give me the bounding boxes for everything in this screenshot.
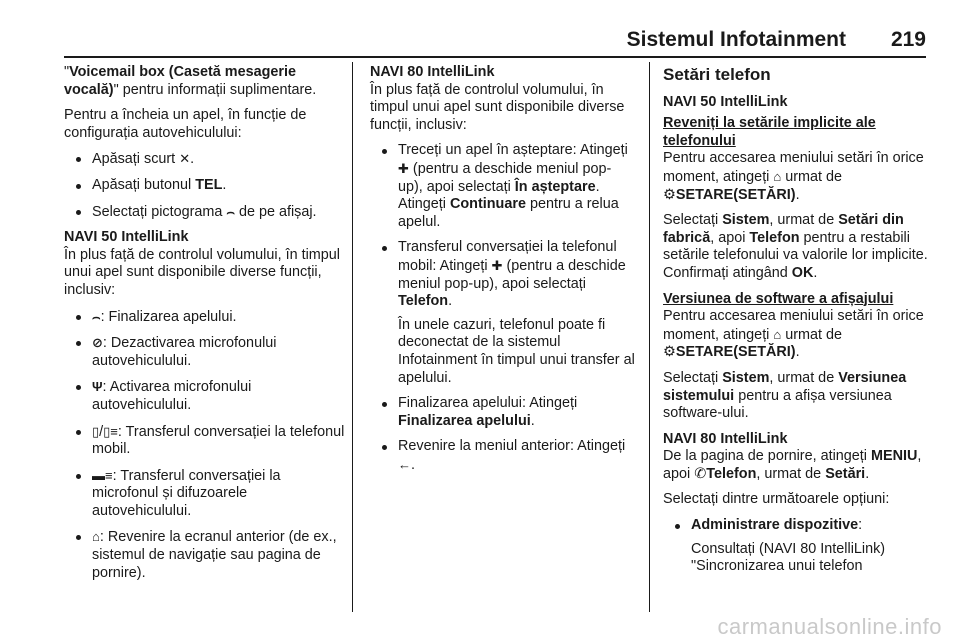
plus-icon: ✚	[398, 160, 409, 176]
section-heading-navi80: NAVI 80 IntelliLink	[370, 64, 495, 80]
column-divider-2	[649, 62, 650, 612]
handset-icon: ✆	[694, 465, 707, 482]
end-call-list	[64, 150, 348, 221]
header-rule	[64, 56, 926, 58]
section-heading-navi50: NAVI 50 IntelliLink	[663, 93, 788, 110]
section-heading-navi80: NAVI 80 IntelliLink	[663, 430, 788, 447]
page-title: Sistemul Infotainment	[626, 28, 846, 51]
paragraph-navi50: În plus față de controlul volumului, în timpul unui apel sunt disponibile diverse funcții, inclusiv:	[64, 246, 340, 298]
hang-up-icon: ⌢	[226, 203, 235, 219]
page-header	[60, 24, 926, 56]
column-3	[663, 64, 929, 584]
navi80-options-list	[663, 517, 929, 576]
page-number: 219	[890, 28, 926, 51]
navi80-functions-list	[370, 142, 636, 474]
back-arrow-icon: ←	[398, 456, 411, 472]
plus-icon: ✚	[491, 257, 503, 273]
list-item: Transferul conversației la telefonul mobil: Atingeți ✚ (pentru a deschide meniul pop-up), apoi selectați Telefon. În unele cazuri, telefonul poate fi deconectat de la sistemul Infotainment în timpul unui transfer al apelului.	[370, 239, 636, 387]
mic-off-icon: ⊘	[92, 335, 103, 351]
paragraph-navi80-menu: De la pagina de pornire, atingeți MENIU, apoi ✆Telefon, urmat de Setări.	[663, 448, 922, 482]
car-speaker-icon: ▬≡	[92, 467, 113, 483]
column-1	[64, 64, 348, 590]
home-icon: ⌂	[773, 168, 782, 184]
subheading-software-version: Versiunea de software a afișajului	[663, 290, 894, 307]
section-title-phone-settings: Setări telefon	[663, 65, 771, 84]
list-item: Selectați pictograma ⌢ de pe afișaj.	[64, 203, 348, 222]
phone-hook-icon: ✕	[179, 151, 191, 167]
note-transfer: În unele cazuri, telefonul poate fi deconectat de la sistemul Infotainment în timpul unui transfer al apelului.	[398, 316, 635, 386]
list-item: ⌢: Finalizarea apelului.	[64, 308, 348, 327]
section-heading-navi50: NAVI 50 IntelliLink	[64, 229, 189, 246]
phone-speaker-icon: ▯≡	[103, 423, 118, 439]
list-item: Apăsați butonul TEL.	[64, 177, 348, 195]
list-item: Apăsați scurt ✕.	[64, 150, 348, 169]
list-item: Finalizarea apelului: Atingeți Finalizarea apelului.	[370, 395, 636, 430]
gear-icon: ⚙	[663, 186, 676, 203]
paragraph-options: Selectați dintre următoarele opțiuni:	[663, 491, 890, 508]
home-icon: ⌂	[92, 529, 100, 545]
column-2	[370, 64, 636, 482]
paragraph-system-version: Selectați Sistem, urmat de Versiunea sistemului pentru a afișa versiunea software-ului.	[663, 369, 907, 422]
list-item: ▬≡: Transferul conversației la microfonul și difuzoarele autovehiculului.	[64, 467, 348, 521]
watermark: carmanualsonline.info	[717, 614, 942, 639]
paragraph-end-call: Pentru a încheia un apel, în funcție de configurația autovehiculului:	[64, 107, 307, 141]
home-icon: ⌂	[773, 326, 782, 342]
hang-up-icon: ⌢	[92, 308, 101, 324]
list-item: Treceți un apel în așteptare: Atingeți ✚ (pentru a deschide meniul pop-up), apoi selectați În așteptare. Atingeți Continuare pentru a relua apelul.	[370, 142, 636, 231]
column-divider-1	[352, 62, 353, 612]
paragraph-settings-access-2: Pentru accesarea meniului setări în orice moment, atingeți ⌂ urmat de ⚙SETARE(SETĂRI).	[663, 308, 924, 361]
list-item: Ψ: Activarea microfonului autovehiculului.	[64, 378, 348, 414]
list-item: ▯/▯≡: Transferul conversației la telefonul mobil.	[64, 423, 348, 459]
paragraph-voicemail: "Voicemail box (Casetă mesagerie vocală)" pentru informații suplimentare.	[64, 64, 317, 98]
list-item: Revenire la meniul anterior: Atingeți ←.	[370, 438, 636, 474]
paragraph-settings-access: Pentru accesarea meniului setări în orice moment, atingeți ⌂ urmat de ⚙SETARE(SETĂRI).	[663, 150, 924, 203]
list-item: Administrare dispozitive: Consultați (NAVI 80 IntelliLink) "Sincronizarea unui telefon	[663, 517, 929, 576]
navi50-functions-list	[64, 308, 348, 583]
subheading-reset-defaults: Reveniți la setările implicite ale telefonului	[663, 115, 876, 149]
list-item: ⊘: Dezactivarea microfonului autovehiculului.	[64, 334, 348, 370]
mic-on-icon: Ψ	[92, 379, 103, 395]
list-item: ⌂: Revenire la ecranul anterior (de ex., sistemul de navigație sau pagina de pornire).	[64, 528, 348, 582]
phone-transfer-icon: ▯	[92, 423, 100, 439]
paragraph-factory-reset: Selectați Sistem, urmat de Setări din fabrică, apoi Telefon pentru a restabili setările telefonului va valorile lor implicite. Confirmați atingând OK.	[663, 212, 928, 281]
gear-icon: ⚙	[663, 344, 676, 361]
paragraph-navi80: În plus față de controlul volumului, în timpul unui apel sunt disponibile diverse funcții, inclusiv:	[370, 81, 625, 133]
